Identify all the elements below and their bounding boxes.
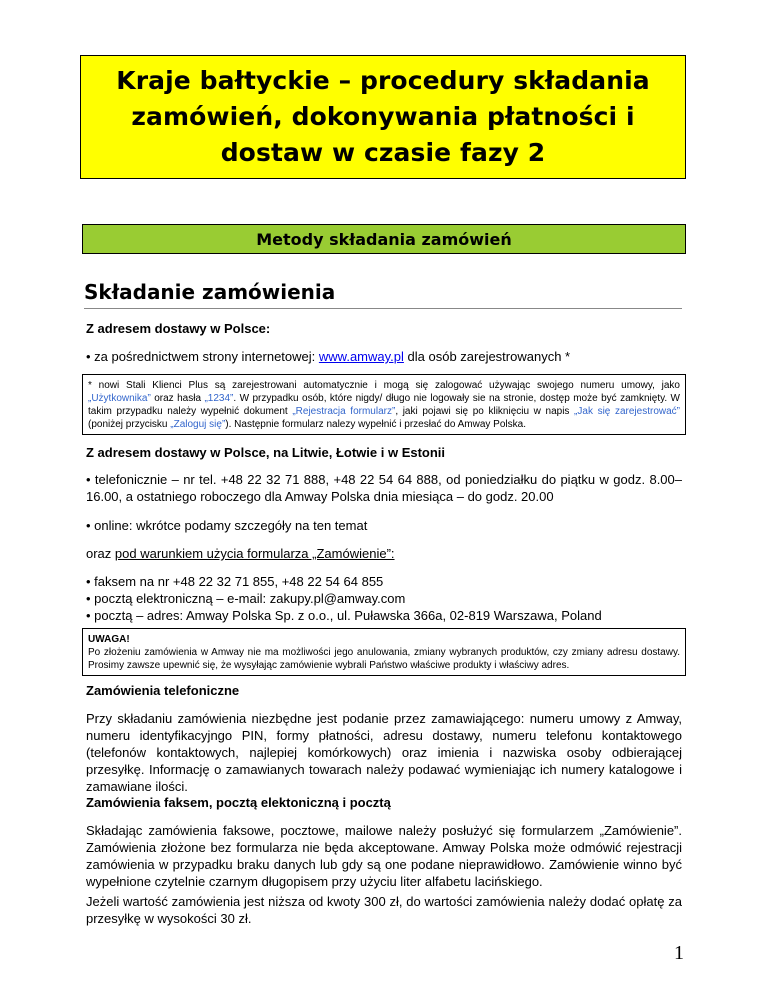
section-bar [82,224,686,254]
online-bullet: • online: wkrótce podamy szczegóły na ten temat [86,518,368,533]
amway-website-link[interactable]: www.amway.pl [318,349,404,364]
note-text: oraz hasła [150,393,205,404]
condition-prefix: oraz [86,546,115,561]
page-number: 1 [674,942,684,964]
registration-note-box [82,374,686,435]
note-highlight-password: „1234” [204,393,234,404]
shipping-fee-text: Jeżeli wartość zamówienia jest niższa od kwoty 300 zł, do wartości zamówienia należy dodać opłatę za przesyłkę w wysokości 30 zł. [86,894,682,926]
website-bullet-prefix: • za pośrednictwem strony internetowej: [86,349,319,364]
note-highlight-registration-form: „Rejestracja formularz” [292,406,396,417]
email-bullet: • pocztą elektroniczną – e-mail: zakupy.pl@amway.com [86,591,406,606]
note-text: (poniżej przycisku [88,419,171,430]
note-text: ). Następnie formularz nalezy wypełnić i przesłać do Amway Polska. [225,419,526,430]
phone-orders-heading: Zamówienia telefoniczne [86,683,240,698]
note-text: . W przypadku osób, które nigdy/ długo nie logowały sie na stronie, dostęp może być zamknięty. W takim przypadku należy wypełnić dokument [88,393,680,417]
note-text: , jaki pojawi się po kliknięciu w napis [395,406,575,417]
fax-orders-text: Składając zamówienia faksowe, pocztowe, mailowe należy posłużyć się formularzem „Zamówienie”. Zamówienia złożone bez formularza nie będa akceptowane. Amway Polska może odmówić rejestracji zamówienia w przypadku braku danych lub gdy są one podane nieprawidłowo. Zamówienie winno być wypełnione czytelnie czarnym długopisem przy użyciu liter alfabetu lacińskiego. [86,823,682,889]
fax-bullet: • faksem na nr +48 22 32 71 855, +48 22 54 64 855 [86,574,384,589]
note-highlight-how-to-register: „Jak się zarejestrować” [574,406,680,417]
website-bullet [86,348,682,365]
warning-box [82,628,686,676]
fax-orders-heading: Zamówienia faksem, pocztą elektoniczną i pocztą [86,795,391,810]
post-bullet: • pocztą – adres: Amway Polska Sp. z o.o., ul. Puławska 366a, 02-819 Warszawa, Poland [86,608,602,623]
section-heading: Składanie zamówienia [84,280,682,309]
document-title: Kraje bałtyckie – procedury składania zamówień, dokonywania płatności i dostaw w czasie fazy 2 [116,66,650,167]
phone-bullet: • telefonicznie – nr tel. +48 22 32 71 888, +48 22 54 64 888, od poniedziałku do piątku w godz. 8.00–16.00, a ostatniego roboczego dla Amway Polska dnia miesiąca – do godz. 20.00 [86,472,682,504]
title-box [80,55,686,179]
form-condition [86,545,682,562]
condition-underlined: pod warunkiem użycia formularza „Zamówienie”: [114,546,395,561]
baltic-delivery-heading: Z adresem dostawy w Polsce, na Litwie, Łotwie i w Estonii [86,445,446,460]
section-bar-title: Metody składania zamówień [256,229,512,249]
warning-text: Po złożeniu zamówienia w Amway nie ma możliwości jego anulowania, zmiany wybranych produktów, czy zmiany adresu dostawy. Prosimy zawsze upewnić się, że wysyłając zamówienie wybrali Państwo właściwe produkty i właściwy adres. [88,647,680,671]
website-bullet-suffix: dla osób zarejestrowanych * [403,349,571,364]
note-text: * nowi Stali Klienci Plus są zarejestrowani automatycznie i mogą się zalogować używając swojego numeru umowy, jako [88,380,680,391]
phone-orders-text: Przy składaniu zamówienia niezbędne jest podanie przez zamawiającego: numeru umowy z Amway, numeru identyfikacyjngo PIN, formy płatności, adresu dostawy, numeru telefonu kontaktowego (telefonów kontaktowych, najlepiej komórkowych) oraz imienia i nazwiska osoby odbierającej przesyłkę. Informację o zamawianych towarach należy podawać wymieniając ich numery katalogowe i zamawiane ilości. [86,711,682,794]
note-highlight-login: „Zaloguj się” [170,419,226,430]
poland-delivery-heading: Z adresem dostawy w Polsce: [86,321,271,336]
note-highlight-user: „Użytkownika” [88,393,151,404]
warning-label: UWAGA! [88,634,130,645]
